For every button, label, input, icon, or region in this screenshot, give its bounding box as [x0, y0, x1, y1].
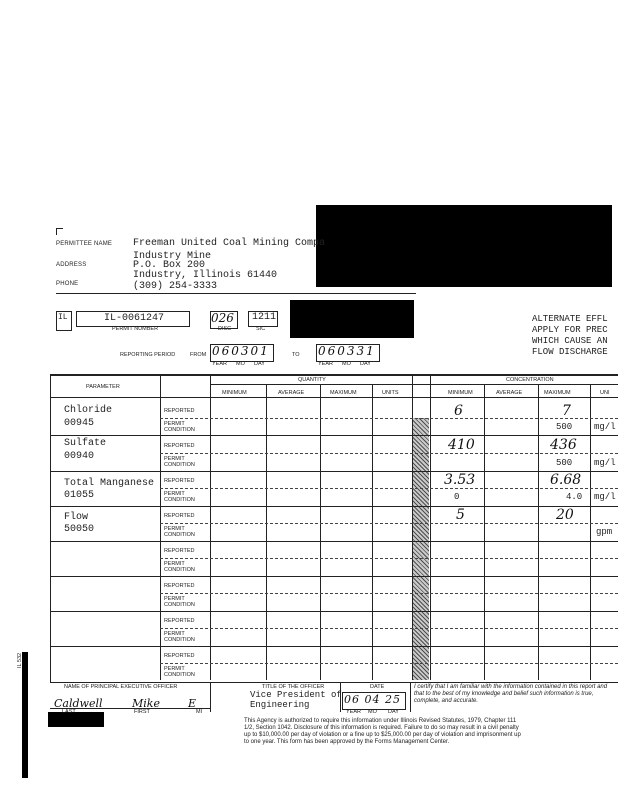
mi-label: MI [196, 709, 203, 715]
alternate-note [532, 314, 618, 358]
manganese-max: 6.68 [550, 472, 582, 488]
col-line-9 [538, 384, 539, 680]
half-sep-7 [160, 628, 618, 629]
discharge-number: 026 [211, 311, 234, 325]
row-sep-3 [50, 506, 618, 507]
title-line-2: Engineering [250, 700, 310, 710]
row-sep-6 [50, 611, 618, 612]
to-value: 060331 [318, 344, 376, 358]
reported-label-6: REPORTED [164, 583, 195, 589]
alternate-note-line-1: ALTERNATE EFFL [532, 314, 608, 324]
date-value: 06 04 25 [344, 693, 401, 706]
sulfate-min: 410 [448, 437, 475, 453]
reported-label-2: REPORTED [164, 443, 195, 449]
permit-label-7: PERMIT CONDITION [164, 631, 195, 643]
chloride-limit: 500 [556, 422, 573, 432]
address-label: ADDRESS [56, 262, 87, 268]
half-sep-4 [160, 523, 618, 524]
manganese-limit: 4.0 [566, 492, 583, 502]
c-min-header: MINIMUM [448, 390, 473, 396]
from-label: FROM [190, 352, 207, 358]
legal-notice: This Agency is authorized to require this information under Illinois Revised Statutes, 1979, Chapter 111 1/2, Section 1042. Disclosure of this information is required. Failure to do so may result in a civil penalty up to $10,000.00 per day of violation or a fine up to $25,000.00 per day of violation and imprisonment up to one year. This form has been approved by the Forms Management Center. [244, 718, 521, 745]
param-name-2: Sulfate [64, 438, 107, 449]
permit-label-5: PERMIT CONDITION [164, 561, 195, 573]
half-sep-5 [160, 558, 618, 559]
date-mo-label: MO [368, 709, 377, 715]
half-sep-2 [160, 453, 618, 454]
col-line-2 [210, 374, 211, 680]
flow-min: 5 [456, 507, 465, 523]
flow-unit: gpm [596, 527, 613, 537]
permittee-label: PERMITTEE NAME [56, 241, 113, 247]
permit-label-8: PERMIT CONDITION [164, 666, 195, 678]
permit-label-6: PERMIT CONDITION [164, 596, 195, 608]
signature-top-rule [50, 682, 618, 683]
reported-label-5: REPORTED [164, 548, 195, 554]
sic-label: SIC [256, 326, 266, 332]
c-unit-header: UNI [600, 390, 610, 396]
alternate-note-line-3: WHICH CAUSE AN [532, 336, 608, 346]
reported-label-3: REPORTED [164, 478, 195, 484]
redaction-bottom-left [48, 712, 104, 727]
shaded-column [413, 418, 429, 680]
param-code-3: 01055 [64, 490, 95, 501]
to-day-label: DAY [360, 361, 371, 367]
param-code-2: 00940 [64, 451, 95, 462]
param-name-3: Total Manganese [64, 478, 155, 489]
header-rule [56, 293, 416, 294]
c-max-header: MAXIMUM [544, 390, 571, 396]
chloride-max: 7 [562, 403, 571, 419]
row-sep-4 [50, 541, 618, 542]
row-sep-5 [50, 576, 618, 577]
permit-number-label: PERMIT NUMBER [112, 326, 159, 332]
permit-number: IL-0061247 [104, 313, 165, 324]
flow-max: 20 [556, 507, 574, 523]
officer-mi: E [188, 697, 197, 710]
title-label: TITLE OF THE OFFICER [262, 684, 325, 690]
sig-col-line-2 [340, 682, 341, 712]
address-line-2: P.O. Box 200 [133, 260, 206, 271]
permit-label-4: PERMIT CONDITION [164, 526, 195, 538]
quantity-header: QUANTITY [298, 377, 326, 383]
data-table [50, 374, 618, 683]
sig-col-line-1 [210, 682, 211, 712]
permit-label-2: PERMIT CONDITION [164, 456, 195, 468]
chloride-unit: mg/l [594, 422, 616, 432]
half-sep-8 [160, 663, 618, 664]
certification-text: I certify that I am familiar with the information contained in this report and that to the best of my knowledge and belief such information is true, complete, and accurate. [414, 684, 608, 704]
col-line-1 [160, 374, 161, 680]
col-line-3 [266, 384, 267, 680]
q-avg-header: AVERAGE [278, 390, 305, 396]
half-sep-3 [160, 488, 618, 489]
header-bottom [50, 397, 618, 398]
alternate-note-line-4: FLOW DISCHARGE [532, 347, 608, 357]
from-year-label: YEAR [212, 361, 227, 367]
col-line-4 [320, 384, 321, 680]
manganese-unit: mg/l [594, 492, 616, 502]
discharge-label: DISC [218, 326, 232, 332]
manganese-limit-min: 0 [454, 492, 460, 502]
header-divider [210, 384, 618, 385]
sulfate-unit: mg/l [594, 458, 616, 468]
redaction-middle [290, 300, 414, 338]
param-code-1: 00945 [64, 418, 95, 429]
address-line-3: Industry, Illinois 61440 [133, 270, 278, 281]
col-line-5 [372, 384, 373, 680]
sic-value: 1211 [252, 312, 277, 323]
corner-mark [56, 228, 63, 235]
param-name-4: Flow [64, 512, 89, 523]
c-avg-header: AVERAGE [496, 390, 523, 396]
reported-label-4: REPORTED [164, 513, 195, 519]
alternate-note-line-2: APPLY FOR PREC [532, 325, 608, 335]
concentration-header: CONCENTRATION [506, 377, 554, 383]
reporting-period-label: REPORTING PERIOD [120, 352, 176, 358]
to-mo-label: MO [342, 361, 351, 367]
col-line-7 [430, 374, 431, 680]
row-sep-7 [50, 646, 618, 647]
reported-label-1: REPORTED [164, 408, 195, 414]
phone-value: (309) 254-3333 [133, 281, 218, 292]
phone-label: PHONE [56, 281, 79, 287]
parameter-header: PARAMETER [86, 384, 120, 390]
officer-first-name: Mike [132, 697, 160, 710]
id-left: IL [58, 313, 68, 322]
date-day-label: DAY [388, 709, 399, 715]
q-max-header: MAXIMUM [330, 390, 357, 396]
officer-label: NAME OF PRINCIPAL EXECUTIVE OFFICER [64, 684, 178, 690]
margin-bar [22, 652, 28, 778]
address-line-1: Industry Mine [133, 251, 212, 262]
officer-last-name: Caldwell [54, 697, 103, 710]
date-year-label: YEAR [346, 709, 361, 715]
param-name-1: Chloride [64, 405, 113, 416]
sulfate-limit: 500 [556, 458, 573, 468]
reported-label-8: REPORTED [164, 653, 195, 659]
from-value: 060301 [212, 344, 270, 358]
to-year-label: YEAR [318, 361, 333, 367]
margin-text: IL 532 [17, 652, 23, 668]
sulfate-max: 436 [550, 437, 577, 453]
row-sep-2 [50, 471, 618, 472]
row-sep-1 [50, 435, 618, 436]
q-min-header: MINIMUM [222, 390, 247, 396]
redaction-top-right [316, 205, 612, 287]
from-mo-label: MO [236, 361, 245, 367]
q-units-header: UNITS [382, 390, 399, 396]
title-line-1: Vice President of [250, 690, 342, 700]
chloride-min: 6 [454, 403, 463, 419]
half-sep-1 [160, 418, 618, 419]
date-label: DATE [370, 684, 385, 690]
half-sep-6 [160, 593, 618, 594]
permit-label-3: PERMIT CONDITION [164, 491, 195, 503]
first-label: FIRST [134, 709, 150, 715]
col-line-10 [590, 384, 591, 680]
to-label: TO [292, 352, 300, 358]
permittee-name: Freeman United Coal Mining Compa [133, 238, 326, 249]
last-label: LAST [62, 709, 76, 715]
permit-label-1: PERMIT CONDITION [164, 421, 195, 433]
sig-col-line-3 [410, 682, 411, 712]
manganese-min: 3.53 [444, 472, 476, 488]
from-day-label: DAY [254, 361, 265, 367]
col-line-8 [484, 384, 485, 680]
reported-label-7: REPORTED [164, 618, 195, 624]
param-code-4: 50050 [64, 524, 95, 535]
